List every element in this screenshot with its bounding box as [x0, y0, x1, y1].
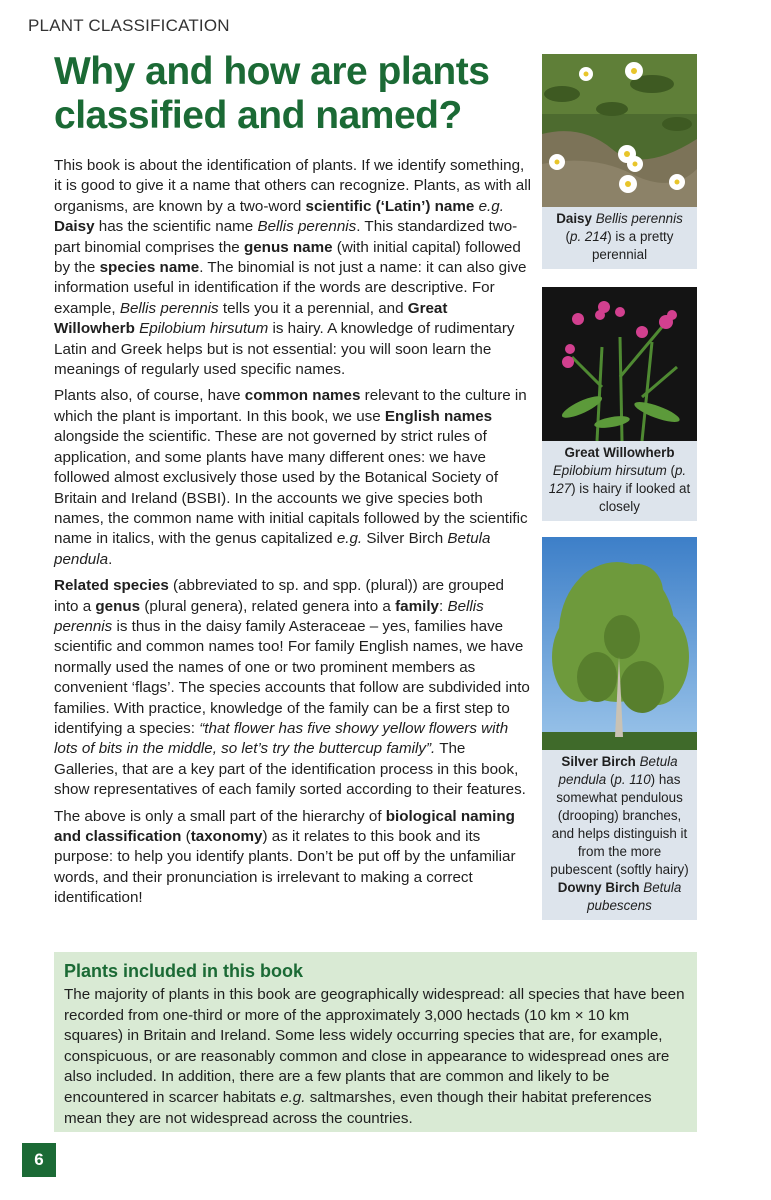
daisy-photo — [542, 54, 697, 207]
info-box-heading: Plants included in this book — [64, 961, 304, 981]
figure-great-willowherb — [542, 287, 697, 521]
paragraph-related-species: Related species (abbreviated to sp. and spp. (plural)) are grouped into a genus (plural genera), related genera into a family: Bellis perennis is thus in the daisy family Asteraceae – yes, families have scientific and common names too! For family English names, we have normally used the names of one or two prominent members as convenient ‘flags’. The species accounts that follow are subdivided into families. With practice, knowledge of the family can be a first step to identifying a species: “that flower has five showy yellow flowers with lots of bits in the middle, so let’s try the buttercup family”. The Galleries, that are a key part of the identification process in this book, show representatives of each family sorted according to their features. — [54, 577, 530, 799]
figure-silver-birch — [542, 537, 697, 920]
info-box-plants-included — [54, 952, 697, 1132]
section-label: PLANT CLASSIFICATION — [28, 16, 230, 35]
paragraph-intro: This book is about the identification of plants. If we identify something, it is good to give it a name that others can recognize. Plants, as with all organisms, are known by a two-word scientific (‘Latin’) name e.g. Daisy has the scientific name Bellis perennis. This standardized two-part binomial comprises the genus name (with initial capital) followed by the species name. The binomial is not just a name: it can also give information useful in identification if the words are descriptive. For example, Bellis perennis tells you it a perennial, and Great Willowherb Epilobium hirsutum is hairy. A knowledge of rudimentary Latin and Greek helps but is not essential: you will soon learn the meanings of regularly used specific names. — [54, 157, 531, 379]
page-title: Why and how are plants classified and named? — [54, 50, 490, 137]
silver-birch-photo — [542, 537, 697, 750]
page-number: 6 — [22, 1143, 56, 1177]
paragraph-taxonomy: The above is only a small part of the hierarchy of biological naming and classification (taxonomy) as it relates to this book and its purpose: to help you identify plants. Don’t be put off by the unfamiliar words, and their pronunciation is irrelevant to making a correct identification! — [54, 807, 516, 907]
info-box-text: The majority of plants in this book are geographically widespread: all species that have been recorded from one-third or more of the approximately 3,000 hectads (10 km × 10 km squares) in Britain and Ireland. Some less widely occurring species that are, for example, conspicuous, or are reasonably common and close in appearance to widespread ones are also included. In addition, there are a few plants that are common and likely to be encountered in scarcer habitats e.g. saltmarshes, even though their habitat preferences mean they are not widespread across the countries. — [64, 986, 685, 1127]
caption-silver-birch: Silver Birch Betula pendula (p. 110) has somewhat pendulous (drooping) branches, and helps distinguish it from the more pubescent (softly hairy) Downy Birch Betula pubescens — [550, 754, 689, 913]
paragraph-common-names: Plants also, of course, have common names relevant to the culture in which the plant is important. In this book, we use English names alongside the scientific. These are not governed by strict rules of application, and some plants have many different ones: we have followed almost exclusively those used by the Botanical Society of Britain and Ireland (BSBI). In the accounts we give species both names, the common name with initial capitals followed by the scientific name in italics, with the genus capitalized e.g. Silver Birch Betula pendula. — [54, 387, 528, 568]
figure-daisy — [542, 54, 697, 269]
body-text — [54, 156, 532, 915]
caption-daisy: Daisy Bellis perennis (p. 214) is a pretty perennial — [556, 211, 683, 262]
caption-great-willowherb: Great Willowherb Epilobium hirsutum (p. 127) is hairy if looked at closely — [548, 445, 691, 514]
willowherb-photo — [542, 287, 697, 441]
